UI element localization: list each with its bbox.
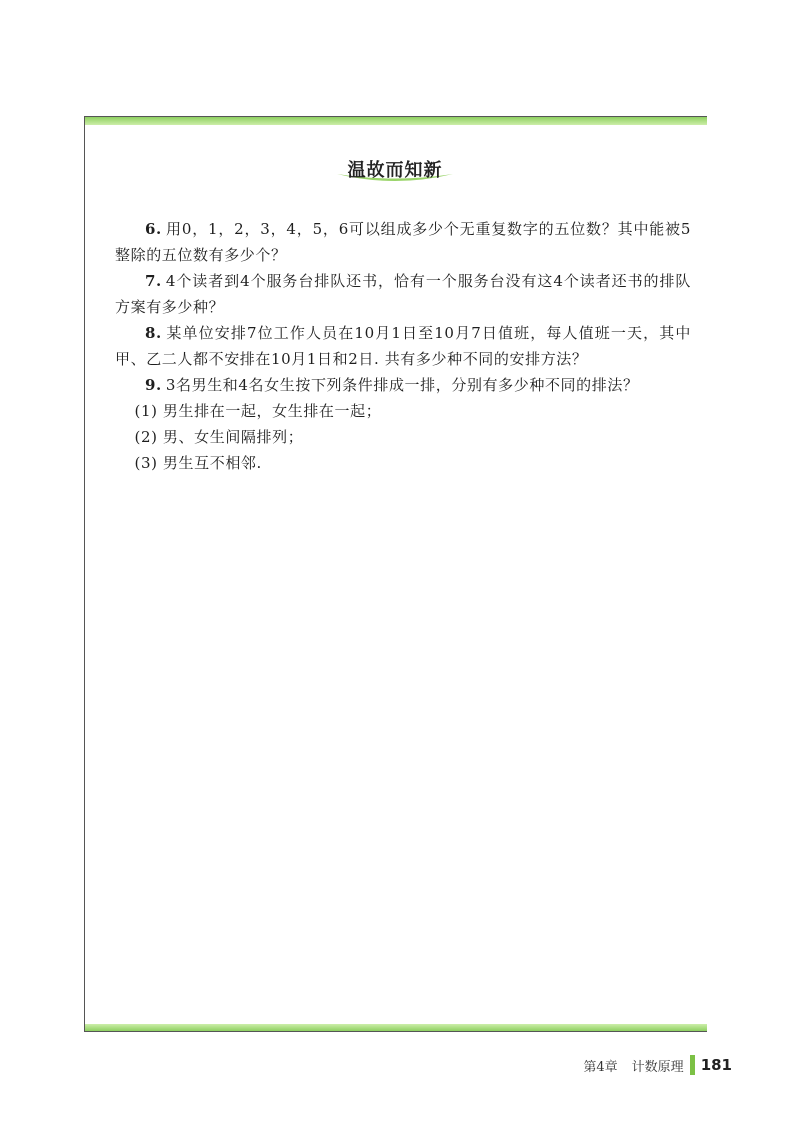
problem-6 bbox=[115, 216, 691, 268]
problem-number: 7. bbox=[145, 272, 162, 290]
page-footer bbox=[583, 1055, 732, 1075]
problem-text: 某单位安排7位工作人员在10月1日至10月7日值班，每人值班一天，其中甲、乙二人都不安排在10月1日和2日. 共有多少种不同的安排方法？ bbox=[115, 324, 691, 368]
problem-9 bbox=[115, 372, 691, 398]
top-green-bar bbox=[85, 116, 707, 125]
problem-7 bbox=[115, 268, 691, 320]
problem-text: 用0，1，2，3，4，5，6可以组成多少个无重复数字的五位数？其中能被5整除的五位数有多少个？ bbox=[115, 220, 691, 264]
section-heading-block bbox=[331, 152, 459, 186]
problem-8 bbox=[115, 320, 691, 372]
page-number: 181 bbox=[700, 1056, 732, 1074]
page-frame bbox=[84, 116, 707, 1032]
problem-number: 8. bbox=[145, 324, 162, 342]
footer-accent-bar bbox=[690, 1055, 695, 1075]
section-heading: 温故而知新 bbox=[347, 160, 443, 181]
problem-text: 4个读者到4个服务台排队还书，恰有一个服务台没有这4个读者还书的排队方案有多少种？ bbox=[115, 272, 691, 316]
sub-item-1: (1) 男生排在一起，女生排在一起； bbox=[134, 402, 382, 420]
bottom-green-bar bbox=[85, 1024, 707, 1032]
chapter-title: 计数原理 bbox=[631, 1059, 684, 1075]
problem-list bbox=[115, 216, 691, 476]
problem-text: 3名男生和4名女生按下列条件排成一排，分别有多少种不同的排法？ bbox=[165, 376, 639, 394]
problem-number: 6. bbox=[145, 220, 162, 238]
chapter-label: 第4章 bbox=[583, 1059, 618, 1075]
problem-number: 9. bbox=[145, 376, 162, 394]
sub-item-3: (3) 男生互不相邻. bbox=[134, 454, 262, 472]
sub-item-2: (2) 男、女生间隔排列； bbox=[134, 428, 304, 446]
